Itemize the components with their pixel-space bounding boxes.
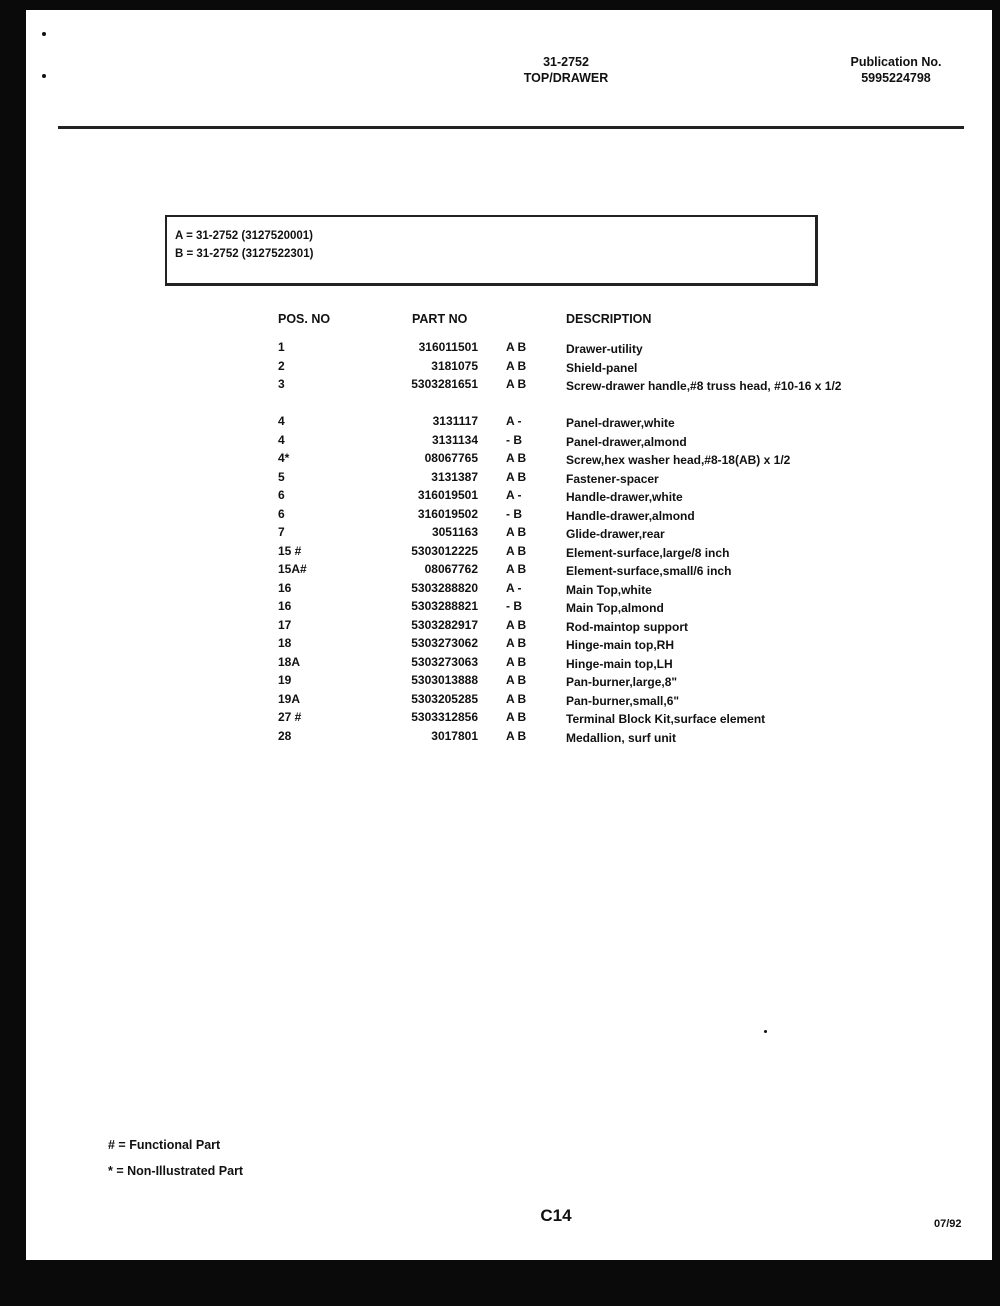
model-applicability-cell: A - <box>506 488 522 502</box>
part-no-cell: 316019501 <box>417 488 478 502</box>
pos-cell: 15A# <box>278 562 307 576</box>
description-cell: Handle-drawer,white <box>566 490 683 504</box>
col-description: DESCRIPTION <box>566 312 652 326</box>
part-no-cell: 3131117 <box>432 414 478 428</box>
model-applicability-cell: A B <box>506 636 527 650</box>
description-cell: Fastener-spacer <box>566 471 659 486</box>
part-no-cell: 5303273063 <box>411 654 478 669</box>
part-no-cell: 5303013888 <box>411 673 478 687</box>
part-no-cell: 5303312856 <box>411 710 478 724</box>
table-row <box>278 579 858 598</box>
model-number: 31-2752 <box>543 55 589 69</box>
table-row <box>278 468 858 487</box>
parts-table-body <box>278 338 858 745</box>
scan-speck <box>42 32 46 36</box>
table-row <box>278 690 858 709</box>
pos-cell: 15 # <box>278 543 302 558</box>
variant-b: B = 31-2752 (3127522301) <box>175 248 314 260</box>
part-no-cell: 08067762 <box>424 562 478 576</box>
model-applicability-cell: A B <box>506 469 527 484</box>
part-no-cell: 5303273062 <box>411 636 478 650</box>
table-row <box>278 357 858 376</box>
table-row <box>278 375 858 412</box>
pos-cell: 18 <box>278 636 292 650</box>
table-row <box>278 523 858 542</box>
table-row <box>278 431 858 450</box>
publication-label: Publication No. <box>850 55 942 69</box>
pos-cell: 19 <box>278 673 292 687</box>
pos-cell: 6 <box>278 506 285 521</box>
description-cell: Main Top,white <box>566 582 652 597</box>
pos-cell: 2 <box>278 358 285 373</box>
model-applicability-cell: - B <box>506 599 522 613</box>
part-no-cell: 5303281651 <box>411 377 478 391</box>
table-row <box>278 338 858 357</box>
table-row <box>278 634 858 653</box>
pos-cell: 6 <box>278 488 285 502</box>
model-applicability-cell: - B <box>506 506 522 521</box>
part-no-cell: 5303012225 <box>411 543 478 558</box>
table-row <box>278 671 858 690</box>
pos-cell: 1 <box>278 340 285 354</box>
col-pos-no: POS. NO <box>278 312 331 326</box>
description-cell: Terminal Block Kit,surface element <box>566 712 766 726</box>
part-no-cell: 3181075 <box>431 358 478 373</box>
description-cell: Hinge-main top,LH <box>566 656 673 671</box>
col-part-no: PART NO <box>412 312 468 326</box>
pos-cell: 28 <box>278 728 292 743</box>
part-no-cell: 5303205285 <box>411 691 478 706</box>
scan-speck <box>42 74 46 78</box>
description-cell: Hinge-main top,RH <box>566 638 674 652</box>
pos-cell: 4* <box>278 451 290 465</box>
table-row <box>278 597 858 616</box>
model-applicability-cell: A B <box>506 710 527 724</box>
description-cell: Panel-drawer,almond <box>566 434 687 449</box>
pos-cell: 17 <box>278 617 292 632</box>
model-applicability-cell: A B <box>506 358 527 373</box>
legend-non-illustrated: * = Non-Illustrated Part <box>108 1164 244 1178</box>
parts-table-header <box>278 308 858 338</box>
publication-number: 5995224798 <box>861 71 931 85</box>
description-cell: Rod-maintop support <box>566 619 688 634</box>
part-no-cell: 3017801 <box>431 728 478 743</box>
model-applicability-cell: A B <box>506 562 527 576</box>
variant-a: A = 31-2752 (3127520001) <box>175 230 313 242</box>
pos-cell: 19A <box>278 691 301 706</box>
model-applicability-cell: A - <box>506 414 522 428</box>
pos-cell: 16 <box>278 599 292 613</box>
model-applicability-cell: A B <box>506 543 527 558</box>
header-divider <box>58 126 964 129</box>
description-cell: Element-surface,small/6 inch <box>566 564 732 578</box>
pos-cell: 16 <box>278 580 292 595</box>
table-row <box>278 727 858 746</box>
pos-cell: 7 <box>278 525 285 539</box>
description-cell: Glide-drawer,rear <box>566 527 665 541</box>
part-no-cell: 3131387 <box>431 469 478 484</box>
model-applicability-cell: A B <box>506 654 527 669</box>
pos-cell: 18A <box>278 654 301 669</box>
model-applicability-cell: - B <box>506 432 522 447</box>
part-no-cell: 3131134 <box>431 432 478 447</box>
legend-functional: # = Functional Part <box>108 1138 221 1152</box>
table-row <box>278 449 858 468</box>
part-no-cell: 5303282917 <box>411 617 478 632</box>
model-applicability-cell: A B <box>506 451 527 465</box>
section-title: TOP/DRAWER <box>523 71 609 85</box>
description-cell: Handle-drawer,almond <box>566 508 695 523</box>
model-applicability-cell: A B <box>506 525 527 539</box>
pos-cell: 5 <box>278 469 285 484</box>
description-cell: Screw,hex washer head,#8-18(AB) x 1/2 <box>566 453 791 467</box>
model-applicability-cell: A B <box>506 673 527 687</box>
publication-block <box>806 54 986 86</box>
model-applicability-cell: A B <box>506 728 527 743</box>
table-row <box>278 653 858 672</box>
revision-date: 07/92 <box>934 1218 962 1230</box>
model-applicability-cell: A B <box>506 377 527 391</box>
table-row <box>278 560 858 579</box>
table-row <box>278 486 858 505</box>
table-row <box>278 708 858 727</box>
description-cell: Main Top,almond <box>566 601 664 615</box>
model-applicability-cell: A B <box>506 340 527 354</box>
model-applicability-cell: A B <box>506 617 527 632</box>
table-row <box>278 542 858 561</box>
pos-cell: 3 <box>278 377 285 391</box>
part-no-cell: 5303288820 <box>411 580 478 595</box>
description-cell: Drawer-utility <box>566 342 643 356</box>
table-row <box>278 505 858 524</box>
description-cell: Medallion, surf unit <box>566 730 676 745</box>
description-cell: Pan-burner,large,8" <box>566 675 678 689</box>
table-row <box>278 412 858 431</box>
part-no-cell: 5303288821 <box>411 599 478 613</box>
part-no-cell: 08067765 <box>424 451 478 465</box>
pos-cell: 4 <box>278 414 285 428</box>
page-number: C14 <box>540 1206 572 1225</box>
description-cell: Shield-panel <box>566 360 638 375</box>
part-no-cell: 3051163 <box>431 525 478 539</box>
parts-list-page <box>26 10 992 1260</box>
scan-speck <box>764 1030 767 1033</box>
part-no-cell: 316011501 <box>418 340 478 354</box>
parts-table <box>278 308 858 745</box>
model-applicability-cell: A B <box>506 691 527 706</box>
description-cell: Element-surface,large/8 inch <box>566 545 730 560</box>
description-cell: Pan-burner,small,6" <box>566 693 680 708</box>
header-title-block <box>466 54 666 86</box>
table-row <box>278 616 858 635</box>
variant-legend-box <box>165 215 818 286</box>
pos-cell: 27 # <box>278 710 302 724</box>
model-applicability-cell: A - <box>506 580 522 595</box>
description-cell: Panel-drawer,white <box>566 416 675 430</box>
pos-cell: 4 <box>278 432 285 447</box>
description-cell: Screw-drawer handle,#8 truss head, #10-16 x 1/2 <box>566 379 842 393</box>
part-no-cell: 316019502 <box>417 506 478 521</box>
